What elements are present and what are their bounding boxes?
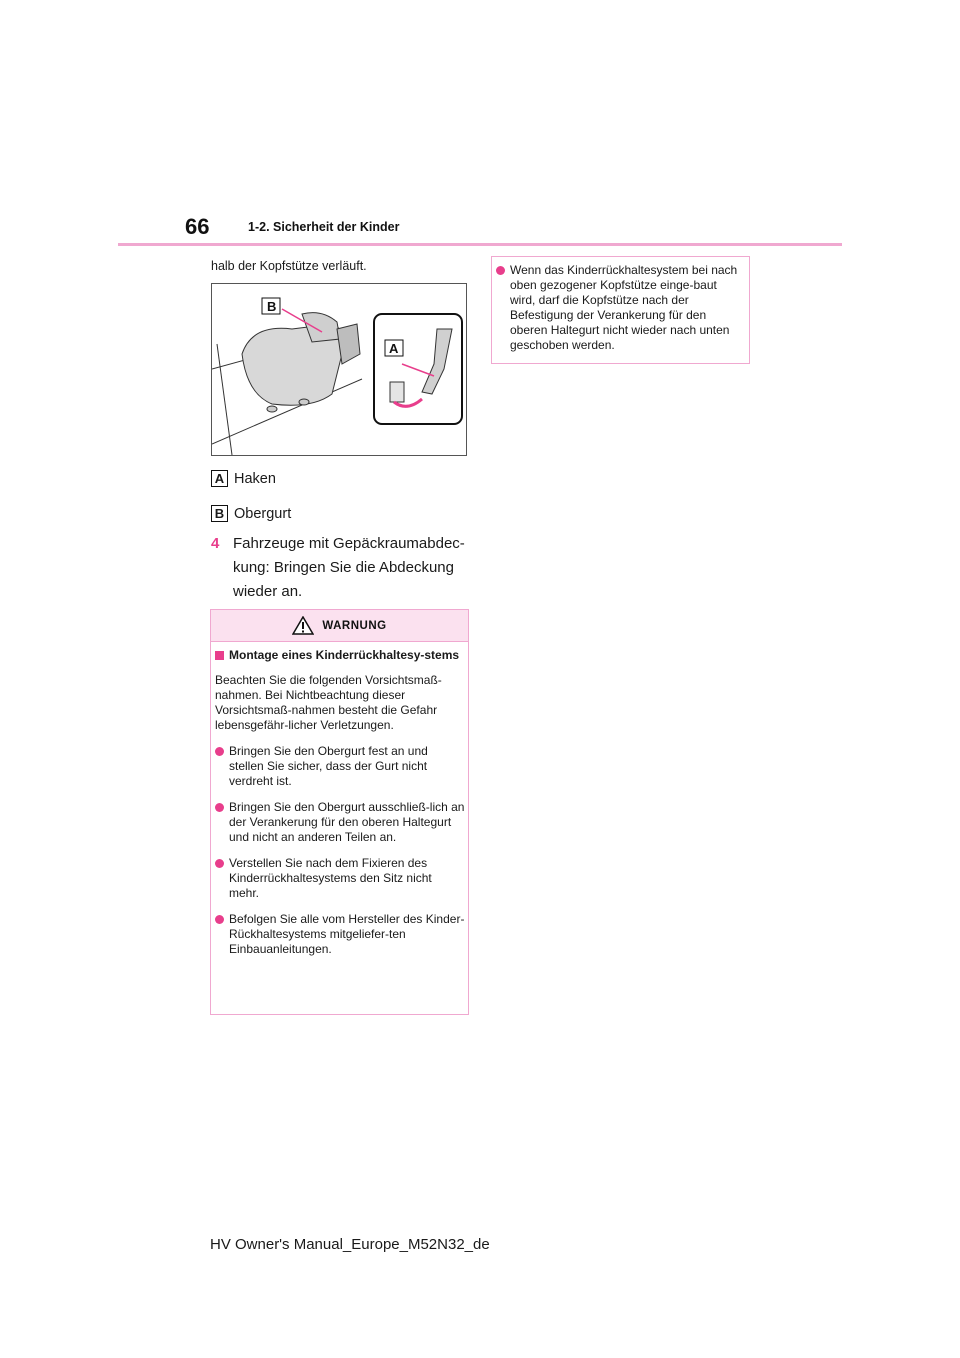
warning-box xyxy=(210,609,469,1015)
warning-bullet: Bringen Sie den Obergurt fest an und stellen Sie sicher, dass der Gurt nicht verdreht ist. xyxy=(215,744,465,789)
warning-header xyxy=(211,610,468,642)
footer-text: HV Owner's Manual_Europe_M52N32_de xyxy=(210,1236,490,1253)
intro-text: halb der Kopfstütze verläuft. xyxy=(211,259,367,273)
step-number: 4 xyxy=(211,535,220,552)
legend-text: Obergurt xyxy=(234,505,292,522)
warning-heading: Montage eines Kinderrückhaltesy-stems xyxy=(215,648,465,663)
header-rule xyxy=(118,243,842,246)
note-text: Wenn das Kinderrückhaltesystem bei nach oben gezogener Kopfstütze einge-baut wird, darf die Kopfstütze nach der Befestigung der Verankerung für den oberen Haltegurt nicht wieder nach unten geschoben werden. xyxy=(496,263,744,353)
legend-key: A xyxy=(211,470,228,487)
child-seat-illustration xyxy=(212,284,466,455)
warning-triangle-icon xyxy=(292,616,314,635)
step-text: Fahrzeuge mit Gepäckraumabdec-kung: Bringen Sie die Abdeckung wieder an. xyxy=(233,535,465,600)
legend-text: Haken xyxy=(234,470,276,487)
figure-label-b: B xyxy=(267,299,277,314)
figure-label-a: A xyxy=(389,341,399,356)
warning-title: WARNUNG xyxy=(322,619,387,632)
legend-item-b xyxy=(211,505,291,522)
warning-bullet: Verstellen Sie nach dem Fixieren des Kinderrückhaltesystems den Sitz nicht mehr. xyxy=(215,856,465,901)
figure-top-tether-illustration xyxy=(211,283,467,456)
warning-bullet: Befolgen Sie alle vom Hersteller des Kinder-Rückhaltesystems mitgeliefer-ten Einbauanleitungen. xyxy=(215,912,465,957)
legend-item-a xyxy=(211,470,276,487)
note-box xyxy=(491,256,750,364)
legend-key: B xyxy=(211,505,228,522)
page-number: 66 xyxy=(185,214,210,239)
warning-body xyxy=(215,644,465,957)
section-title: 1-2. Sicherheit der Kinder xyxy=(248,220,400,234)
warning-bullet: Bringen Sie den Obergurt ausschließ-lich an der Verankerung für den oberen Haltegurt und nicht an anderen Teilen an. xyxy=(215,800,465,845)
warning-intro: Beachten Sie die folgenden Vorsichtsmaß-nahmen. Bei Nichtbeachtung dieser Vorsichtsmaß-nahmen besteht die Gefahr lebensgefähr-licher Verletzungen. xyxy=(215,673,442,732)
